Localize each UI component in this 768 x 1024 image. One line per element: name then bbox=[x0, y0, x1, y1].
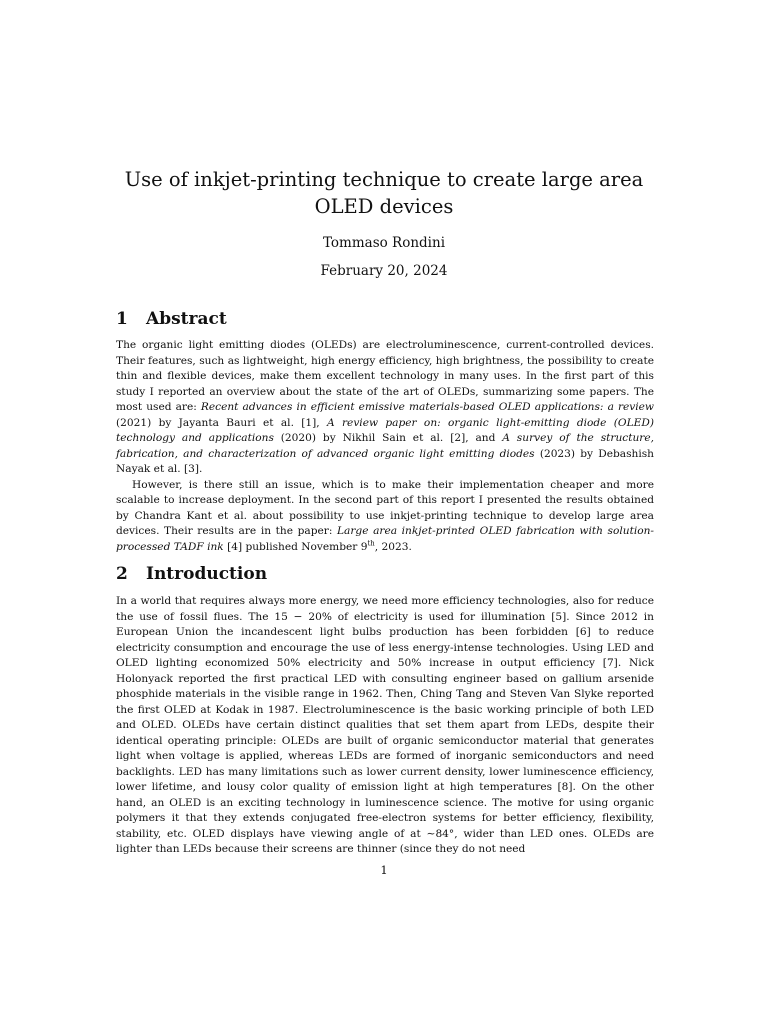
paper-title bbox=[0, 166, 768, 220]
introduction-paragraph-1: In a world that requires always more energy, we need more efficiency technologies, also for reduce the use of fossil flues. The 15 − 20% of electricity is used for illumination [5]. Since 2012 in European Union the incandescent light bulbs production has been forbidden [6] to reduce electricity consumption and encourage the use of less energy-intense technologies. Using LED and OLED lighting economized 50% electricity and 50% increase in output efficiency [7]. Nick Holonyack reported the first practical LED with consulting engineer based on gallium arsenide phosphide materials in the visible range in 1962. Then, Ching Tang and Steven Van Slyke reported the first OLED at Kodak in 1987. Electroluminescence is the basic working principle of both LED and OLED. OLEDs have certain distinct qualities that set them apart from LEDs, despite their identical operating principle: OLEDs are built of organic semiconductor material that generates light when voltage is applied, whereas LEDs are formed of inorganic semiconductors and need backlights. LED has many limitations such as lower current density, lower luminescence efficiency, lower lifetime, and lousy color quality of emission light at high temperatures [8]. On the other hand, an OLED is an exciting technology in luminescence science. The motive for using organic polymers it that they extends conjugated free-electron systems for better efficiency, flexibility, stability, etc. OLED displays have viewing angle of at ∼84°, wider than LED ones. OLEDs are lighter than LEDs because their screens are thinner (since they do not need bbox=[116, 595, 654, 855]
superscript: th bbox=[367, 538, 375, 547]
paper-title-line-1: Use of inkjet-printing technique to create large area bbox=[124, 168, 644, 191]
introduction-body bbox=[116, 594, 654, 858]
cited-title: A review paper on: organic light-emitting diode (OLED) technology and applications bbox=[116, 416, 654, 444]
cited-title: Large area inkjet-printed OLED fabrication with solution-processed TADF ink bbox=[116, 525, 654, 553]
abstract-text: , 2023. bbox=[374, 540, 412, 553]
abstract-body bbox=[116, 338, 654, 555]
page-number: 1 bbox=[380, 863, 388, 877]
paper-author: Tommaso Rondini bbox=[322, 235, 446, 251]
paper-title-line-2: OLED devices bbox=[314, 195, 454, 218]
paper-date: February 20, 2024 bbox=[320, 263, 448, 279]
abstract-text: (2021) by Jayanta Bauri et al. [1], bbox=[116, 416, 327, 429]
cited-title: Recent advances in efficient emissive materials-based OLED applications: a review bbox=[200, 401, 655, 413]
abstract-text: However, is there still an issue, which is to make their implementation cheaper and more scalable to increase deployment. In the second part of this report I presented the results obtained by Chandra Kant et al. about possibility to use inkjet-printing technique to develop large area devices. Their results are in the paper: bbox=[116, 478, 654, 537]
abstract-text: (2023) by Debashish Nayak et al. [3]. bbox=[116, 447, 654, 475]
abstract-text: The organic light emitting diodes (OLEDs) are electroluminescence, current-controlled devices. Their features, such as lightweight, high energy efficiency, high brightness, the possibility to create thin and flexible devices, make them excellent technology in many uses. In the first part of this study I reported an overview about the state of the art of OLEDs, summarizing some papers. The most used are: bbox=[116, 339, 654, 413]
section-heading-abstract bbox=[116, 308, 227, 330]
section-title: Introduction bbox=[146, 564, 268, 584]
abstract-text: [4] published November 9 bbox=[223, 540, 368, 553]
cited-title: A survey of the structure, fabrication, and characterization of advanced organic light emitting diodes bbox=[116, 432, 654, 460]
abstract-paragraph-2 bbox=[116, 478, 654, 556]
section-number: 1 bbox=[116, 309, 128, 329]
abstract-paragraph-1 bbox=[116, 338, 654, 478]
abstract-text: (2020) by Nikhil Sain et al. [2], and bbox=[273, 432, 503, 444]
section-number: 2 bbox=[116, 564, 128, 584]
section-heading-introduction bbox=[116, 563, 267, 585]
section-title: Abstract bbox=[146, 309, 227, 329]
